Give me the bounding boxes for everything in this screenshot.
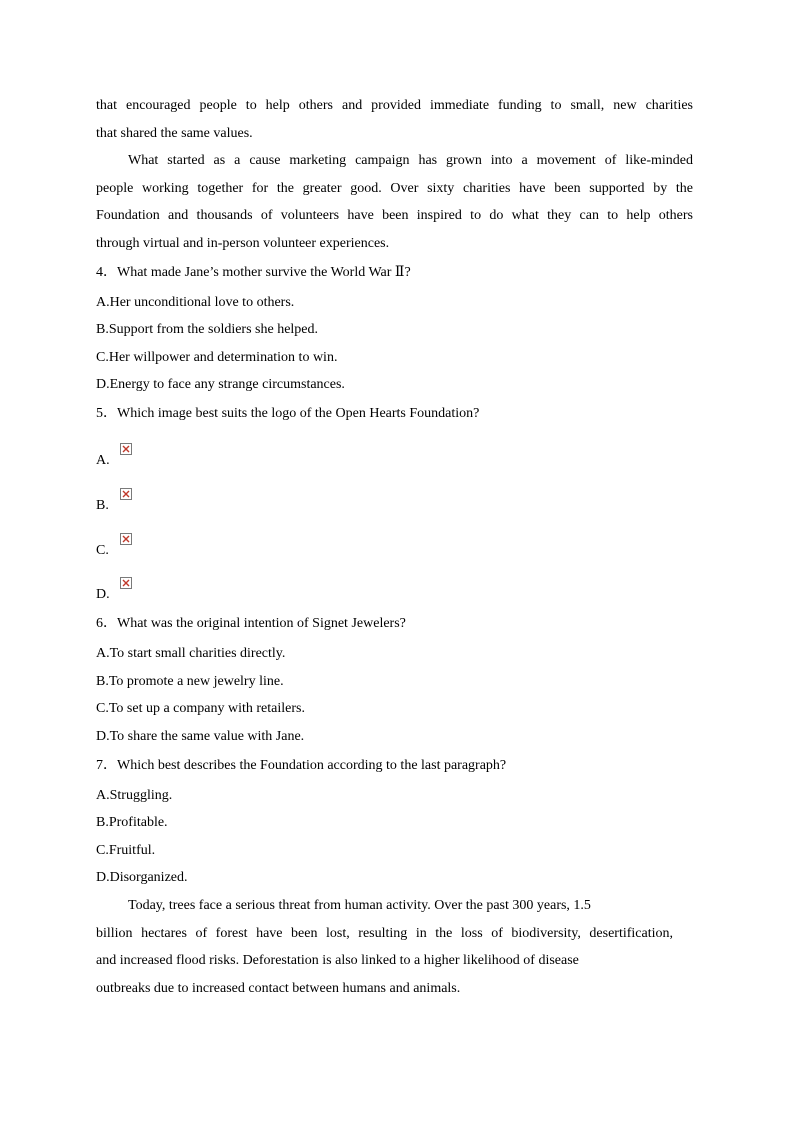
broken-image-icon [120, 488, 132, 500]
question-6-option-b: B.To promote a new jewelry line. [96, 674, 284, 689]
broken-image-icon [120, 577, 132, 589]
question-5-option-a: A. [96, 453, 110, 468]
passage-top-line-1: that encouraged people to help others and provided immediate funding to small, new charities [96, 98, 693, 113]
passage-bottom-line-2: billion hectares of forest have been lost, resulting in the loss of biodiversity, desertification, [96, 926, 673, 941]
passage-top-line-3: What started as a cause marketing campaign has grown into a movement of like-minded [128, 153, 693, 168]
question-5-stem: 5．Which image best suits the logo of the Open Hearts Foundation? [96, 406, 480, 421]
passage-top-line-6: through virtual and in-person volunteer experiences. [96, 236, 390, 251]
passage-top-line-2: that shared the same values. [96, 126, 253, 141]
question-4-option-c: C.Her willpower and determination to win. [96, 350, 338, 365]
broken-image-icon [120, 443, 132, 455]
broken-image-icon [120, 533, 132, 545]
question-7-option-a: A.Struggling. [96, 788, 173, 803]
passage-bottom-line-1: Today, trees face a serious threat from human activity. Over the past 300 years, 1.5 [128, 898, 591, 913]
passage-bottom-line-4: outbreaks due to increased contact between humans and animals. [96, 981, 461, 996]
question-7-option-c: C.Fruitful. [96, 843, 156, 858]
question-4-option-a: A.Her unconditional love to others. [96, 295, 295, 310]
question-7-option-b: B.Profitable. [96, 815, 168, 830]
question-6-stem: 6．What was the original intention of Signet Jewelers? [96, 616, 406, 631]
question-7-option-d: D.Disorganized. [96, 870, 188, 885]
question-5-option-d: D. [96, 587, 110, 602]
question-7-stem: 7．Which best describes the Foundation according to the last paragraph? [96, 758, 507, 773]
question-6-option-d: D.To share the same value with Jane. [96, 729, 305, 744]
question-4-option-d: D.Energy to face any strange circumstances. [96, 377, 345, 392]
question-4-option-b: B.Support from the soldiers she helped. [96, 322, 319, 337]
passage-bottom-line-3: and increased flood risks. Deforestation is also linked to a higher likelihood of disease [96, 953, 579, 968]
passage-top-line-4: people working together for the greater good. Over sixty charities have been supported by the [96, 181, 693, 196]
question-5-option-b: B. [96, 498, 109, 513]
question-6-option-c: C.To set up a company with retailers. [96, 701, 305, 716]
question-6-option-a: A.To start small charities directly. [96, 646, 286, 661]
passage-top-line-5: Foundation and thousands of volunteers have been inspired to do what they can to help others [96, 208, 693, 223]
question-5-option-c: C. [96, 543, 109, 558]
question-4-stem: 4．What made Jane’s mother survive the World War Ⅱ? [96, 265, 411, 280]
